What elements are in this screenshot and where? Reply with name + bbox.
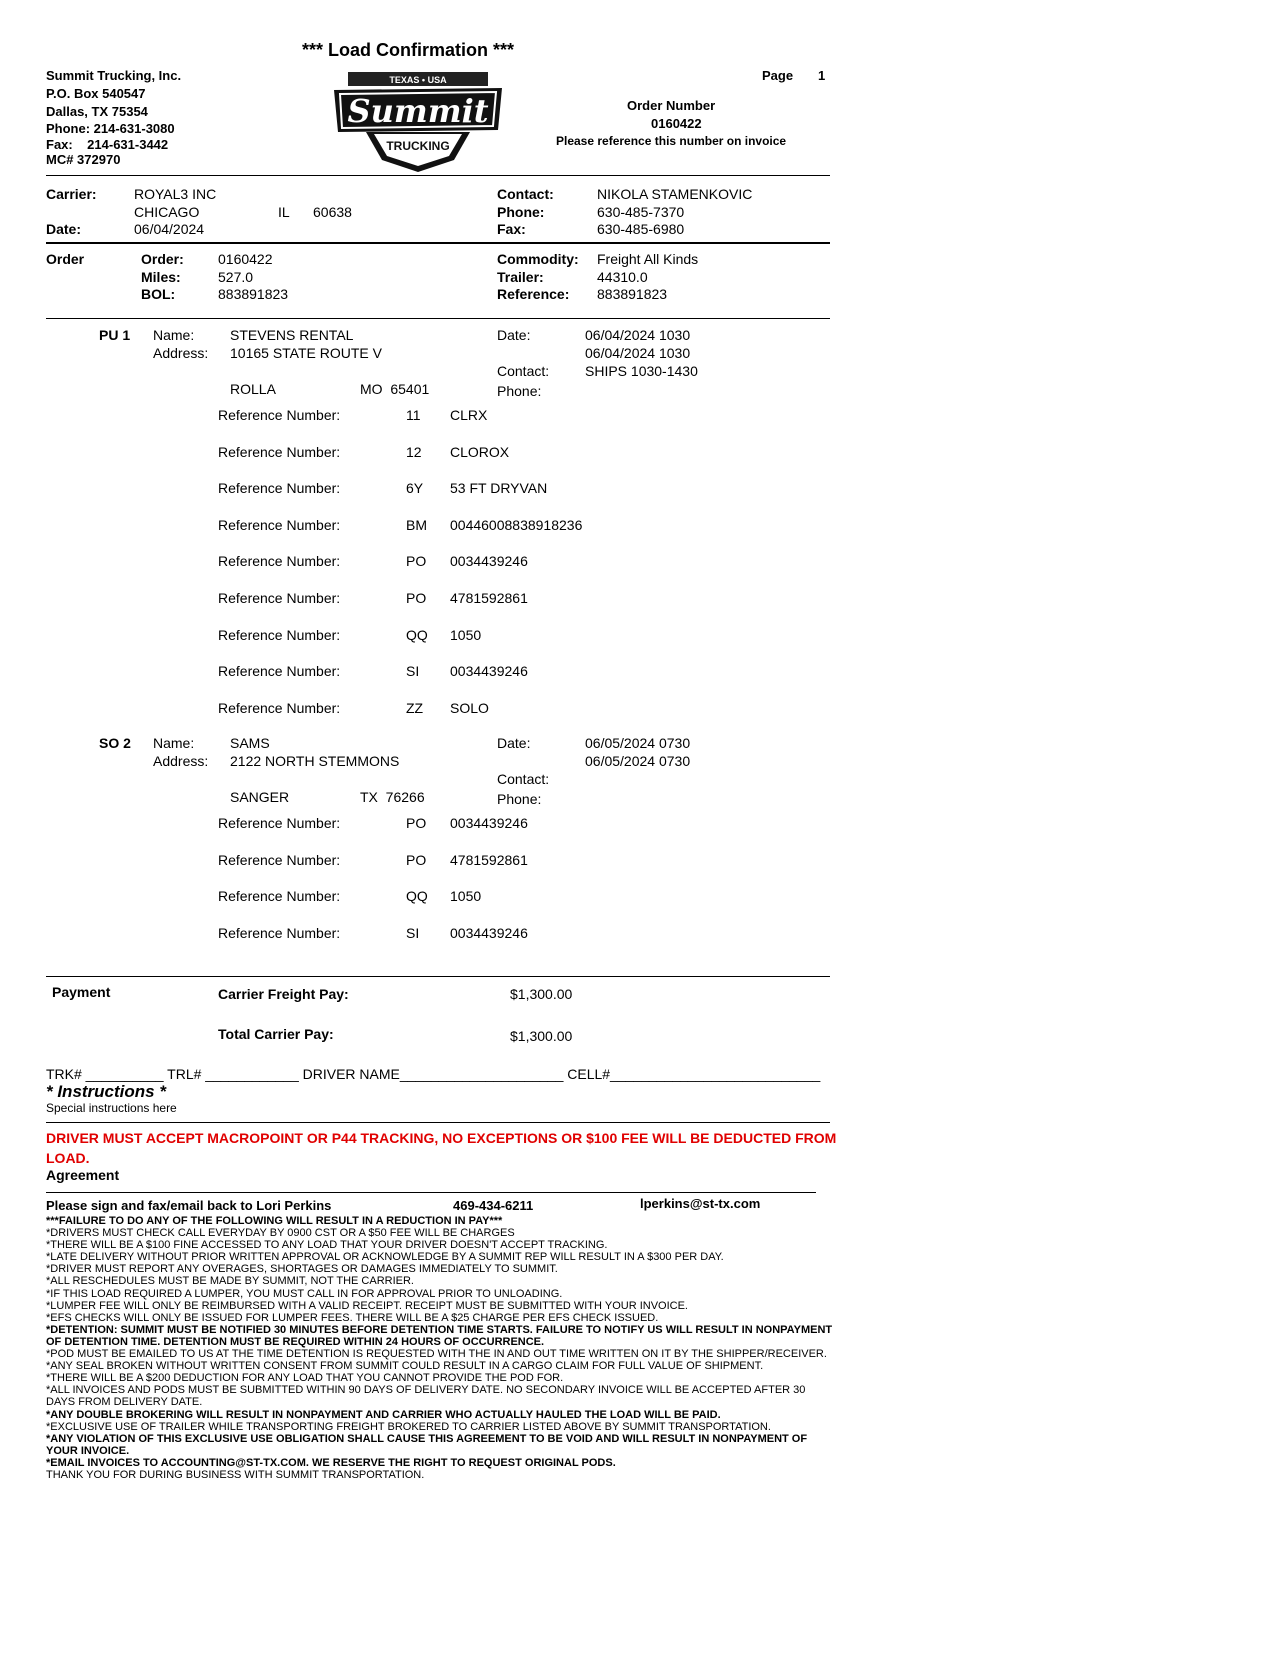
agreement-label: Agreement <box>46 1167 120 1183</box>
reference-code: SI <box>406 663 420 680</box>
terms-line: *ANY SEAL BROKEN WITHOUT WRITTEN CONSENT FROM SUMMIT COULD RESULT IN A CARGO CLAIM FOR FULL VALUE OF SHIPMENT. <box>46 1360 764 1373</box>
carrier-fax: 630-485-6980 <box>597 221 685 237</box>
carrier-contact: NIKOLA STAMENKOVIC <box>597 186 753 202</box>
tracking-warning-line1: DRIVER MUST ACCEPT MACROPOINT OR P44 TRACKING, NO EXCEPTIONS OR $100 FEE WILL BE DEDUCTED FROM <box>46 1130 837 1146</box>
reference-label: Reference Number: <box>218 443 341 460</box>
terms-line: ***FAILURE TO DO ANY OF THE FOLLOWING WILL RESULT IN A REDUCTION IN PAY*** <box>46 1215 503 1227</box>
terms-line: *EFS CHECKS WILL ONLY BE ISSUED FOR LUMPER FEES. THERE WILL BE A $25 CHARGE PER EFS CHECK ISSUED. <box>46 1311 659 1324</box>
reference-label: Reference Number: <box>218 516 341 533</box>
reference-code: PO <box>406 815 427 831</box>
carrier-name: ROYAL3 INC <box>134 186 217 202</box>
pickup-phone-label: Phone: <box>497 383 542 399</box>
carrier-phone: 630-485-7370 <box>597 204 685 220</box>
reference-label: Reference: <box>497 286 570 302</box>
pickup-contact-label: Contact: <box>497 363 550 379</box>
pickup-state-zip: MO 65401 <box>360 381 430 397</box>
instructions-title: * Instructions * <box>46 1082 166 1101</box>
company-address2: Dallas, TX 75354 <box>46 104 148 119</box>
reference-code: QQ <box>406 626 428 643</box>
terms-line: *DRIVER MUST REPORT ANY OVERAGES, SHORTAGES OR DAMAGES IMMEDIATELY TO SUMMIT. <box>46 1263 558 1276</box>
company-mc: MC# 372970 <box>46 152 121 167</box>
reference-value: 0034439246 <box>450 924 528 941</box>
reference-label: Reference Number: <box>218 626 341 643</box>
pickup-name: STEVENS RENTAL <box>230 327 354 343</box>
trk-trl-driver-cell-blanks: TRK# __________ TRL# ____________ DRIVER NAME_____________________ CELL#___________________________ <box>46 1066 821 1082</box>
logo-main-text: Summit <box>347 92 489 130</box>
terms-line: *LUMPER FEE WILL ONLY BE REIMBURSED WITH A VALID RECEIPT. RECEIPT MUST BE SUBMITTED WITH YOUR INVOICE. <box>46 1299 688 1312</box>
pickup-contact: SHIPS 1030-1430 <box>585 363 698 379</box>
reference-value: 1050 <box>450 888 482 905</box>
terms-line: *DETENTION: SUMMIT MUST BE NOTIFIED 30 MINUTES BEFORE DETENTION TIME STARTS. FAILURE TO NOTIFY US WILL RESULT IN NONPAYMENT OF DETENTION TIME. DETENTION MUST BE REQUIRED WITHIN 24 HOURS OF OCCURRENCE. <box>46 1323 833 1348</box>
total-pay-label: Total Carrier Pay: <box>218 1026 334 1042</box>
terms-line: *EMAIL INVOICES TO ACCOUNTING@ST-TX.COM. WE RESERVE THE RIGHT TO REQUEST ORIGINAL PODS. <box>46 1456 616 1469</box>
carrier-date: 06/04/2024 <box>134 221 205 237</box>
reference-label: Reference Number: <box>218 851 341 868</box>
pickup-address: 10165 STATE ROUTE V <box>230 345 382 361</box>
page-label: Page <box>762 68 794 83</box>
divider <box>46 976 830 977</box>
pickup-date2: 06/04/2024 1030 <box>585 345 691 361</box>
sign-instruction: Please sign and fax/email back to Lori Perkins <box>46 1198 332 1213</box>
dropoff-address-label: Address: <box>153 753 209 769</box>
pickup-date-label: Date: <box>497 327 531 343</box>
instructions-text: Special instructions here <box>46 1101 177 1115</box>
bol-label: BOL: <box>141 286 176 302</box>
divider <box>46 1122 830 1123</box>
carrier-label: Carrier: <box>46 186 97 202</box>
dropoff-city: SANGER <box>230 789 290 805</box>
order-number-label: Order Number <box>627 98 716 113</box>
order-number-note: Please reference this number on invoice <box>556 134 787 148</box>
freight-pay-value: $1,300.00 <box>510 986 573 1002</box>
divider <box>46 318 830 319</box>
terms-line: *IF THIS LOAD REQUIRED A LUMPER, YOU MUST CALL IN FOR APPROVAL PRIOR TO UNLOADING. <box>46 1287 563 1300</box>
reference-value: CLOROX <box>450 443 510 460</box>
summit-trucking-logo <box>328 68 508 176</box>
terms-line: THANK YOU FOR DURING BUSINESS WITH SUMMIT TRANSPORTATION. <box>46 1468 425 1481</box>
reference-label: Reference Number: <box>218 553 341 570</box>
reference-label: Reference Number: <box>218 480 341 497</box>
dropoff-stop-label: SO 2 <box>99 735 131 751</box>
pickup-name-label: Name: <box>153 327 195 343</box>
divider <box>46 175 830 176</box>
company-name: Summit Trucking, Inc. <box>46 68 182 83</box>
carrier-fax-label: Fax: <box>497 221 526 237</box>
dropoff-state-zip: TX 76266 <box>360 789 425 805</box>
sign-email: lperkins@st-tx.com <box>640 1196 761 1211</box>
company-phone: Phone: 214-631-3080 <box>46 121 175 136</box>
commodity-label: Commodity: <box>497 251 579 267</box>
page-title: *** Load Confirmation *** <box>302 40 515 60</box>
reference-value: 883891823 <box>597 286 668 302</box>
carrier-zip: 60638 <box>313 204 352 220</box>
carrier-date-label: Date: <box>46 221 82 237</box>
reference-label: Reference Number: <box>218 815 341 831</box>
miles-label: Miles: <box>141 269 181 285</box>
carrier-city: CHICAGO <box>134 204 200 220</box>
dropoff-name: SAMS <box>230 735 270 751</box>
terms-line: *ALL RESCHEDULES MUST BE MADE BY SUMMIT, NOT THE CARRIER. <box>46 1275 414 1288</box>
dropoff-date1: 06/05/2024 0730 <box>585 735 691 751</box>
reference-code: 6Y <box>406 480 424 497</box>
pickup-city: ROLLA <box>230 381 276 397</box>
miles-value: 527.0 <box>218 269 254 285</box>
reference-value: 4781592861 <box>450 590 528 606</box>
terms-line: *THERE WILL BE A $200 DEDUCTION FOR ANY LOAD THAT YOU CANNOT PROVIDE THE POD FOR. <box>46 1372 564 1385</box>
reference-code: PO <box>406 590 427 606</box>
dropoff-date2: 06/05/2024 0730 <box>585 753 691 769</box>
reference-code: BM <box>406 516 427 533</box>
reference-code: 12 <box>406 443 422 460</box>
carrier-contact-label: Contact: <box>497 186 554 202</box>
total-pay-value: $1,300.00 <box>510 1028 573 1044</box>
terms-line: *DRIVERS MUST CHECK CALL EVERYDAY BY 0900 CST OR A $50 FEE WILL BE CHARGES <box>46 1227 515 1240</box>
logo-top-text: TEXAS • USA <box>389 75 447 85</box>
reference-value: CLRX <box>450 407 488 423</box>
bol-value: 883891823 <box>218 286 289 302</box>
freight-pay-label: Carrier Freight Pay: <box>218 986 349 1002</box>
trailer-value: 44310.0 <box>597 269 648 285</box>
commodity-value: Freight All Kinds <box>597 251 699 267</box>
reference-value: SOLO <box>450 699 489 716</box>
reference-code: SI <box>406 924 420 941</box>
divider <box>46 1192 816 1193</box>
reference-value: 53 FT DRYVAN <box>450 480 548 497</box>
dropoff-address: 2122 NORTH STEMMONS <box>230 753 400 769</box>
terms-line: *POD MUST BE EMAILED TO US AT THE TIME DETENTION IS REQUESTED WITH THE IN AND OUT TIME WRITTEN ON IT BY THE SHIPPER/RECEIVER. <box>46 1348 827 1361</box>
reference-label: Reference Number: <box>218 699 341 716</box>
pickup-address-label: Address: <box>153 345 209 361</box>
reference-value: 00446008838918236 <box>450 516 583 533</box>
reference-code: PO <box>406 553 427 570</box>
reference-label: Reference Number: <box>218 924 341 941</box>
order-number-value: 0160422 <box>651 116 702 131</box>
company-address1: P.O. Box 540547 <box>46 86 146 101</box>
reference-label: Reference Number: <box>218 407 341 423</box>
reference-code: PO <box>406 851 427 868</box>
carrier-state: IL <box>278 204 290 220</box>
terms-line: *ANY VIOLATION OF THIS EXCLUSIVE USE OBLIGATION SHALL CAUSE THIS AGREEMENT TO BE VOID AND WILL RESULT IN NONPAYMENT OF YOUR INVOICE. <box>46 1432 808 1457</box>
reference-label: Reference Number: <box>218 663 341 680</box>
terms-list <box>46 1215 836 1481</box>
reference-value: 0034439246 <box>450 553 528 570</box>
carrier-phone-label: Phone: <box>497 204 545 220</box>
sign-phone: 469-434-6211 <box>453 1198 534 1213</box>
reference-code: QQ <box>406 888 428 905</box>
order-value: 0160422 <box>218 251 273 267</box>
reference-label: Reference Number: <box>218 590 341 606</box>
terms-line: *EXCLUSIVE USE OF TRAILER WHILE TRANSPORTING FREIGHT BROKERED TO CARRIER LISTED ABOVE BY SUMMIT TRANSPORTATION. <box>46 1420 771 1433</box>
order-label: Order: <box>141 251 184 267</box>
reference-label: Reference Number: <box>218 888 341 905</box>
reference-value: 1050 <box>450 626 482 643</box>
trailer-label: Trailer: <box>497 269 544 285</box>
dropoff-date-label: Date: <box>497 735 531 751</box>
terms-line: *LATE DELIVERY WITHOUT PRIOR WRITTEN APPROVAL OR ACKNOWLEDGE BY A SUMMIT REP WILL RESULT IN A $300 PER DAY. <box>46 1251 724 1264</box>
reference-code: 11 <box>406 407 421 423</box>
pickup-stop-label: PU 1 <box>99 327 131 343</box>
tracking-warning-line2: LOAD. <box>46 1150 90 1166</box>
dropoff-contact-label: Contact: <box>497 771 550 787</box>
terms-line: *THERE WILL BE A $100 FINE ACCESSED TO ANY LOAD THAT YOUR DRIVER DOESN'T ACCEPT TRACKING. <box>46 1239 608 1252</box>
terms-line: *ALL INVOICES AND PODS MUST BE SUBMITTED WITHIN 90 DAYS OF DELIVERY DATE. NO SECONDARY INVOICE WILL BE ACCEPTED AFTER 30 DAYS FROM DELIVERY DATE. <box>46 1384 806 1409</box>
terms-line: *ANY DOUBLE BROKERING WILL RESULT IN NONPAYMENT AND CARRIER WHO ACTUALLY HAULED THE LOAD WILL BE PAID. <box>46 1408 721 1421</box>
company-fax: Fax: 214-631-3442 <box>46 137 169 152</box>
reference-value: 4781592861 <box>450 851 528 868</box>
reference-value: 0034439246 <box>450 815 528 831</box>
order-section-label: Order <box>46 251 85 267</box>
divider <box>46 242 830 244</box>
logo-bottom-text: TRUCKING <box>386 139 450 153</box>
page-number: 1 <box>818 68 826 83</box>
pickup-date1: 06/04/2024 1030 <box>585 327 691 343</box>
reference-code: ZZ <box>406 699 424 716</box>
dropoff-phone-label: Phone: <box>497 791 542 807</box>
reference-value: 0034439246 <box>450 663 528 680</box>
payment-section-label: Payment <box>52 984 111 1000</box>
dropoff-name-label: Name: <box>153 735 195 751</box>
